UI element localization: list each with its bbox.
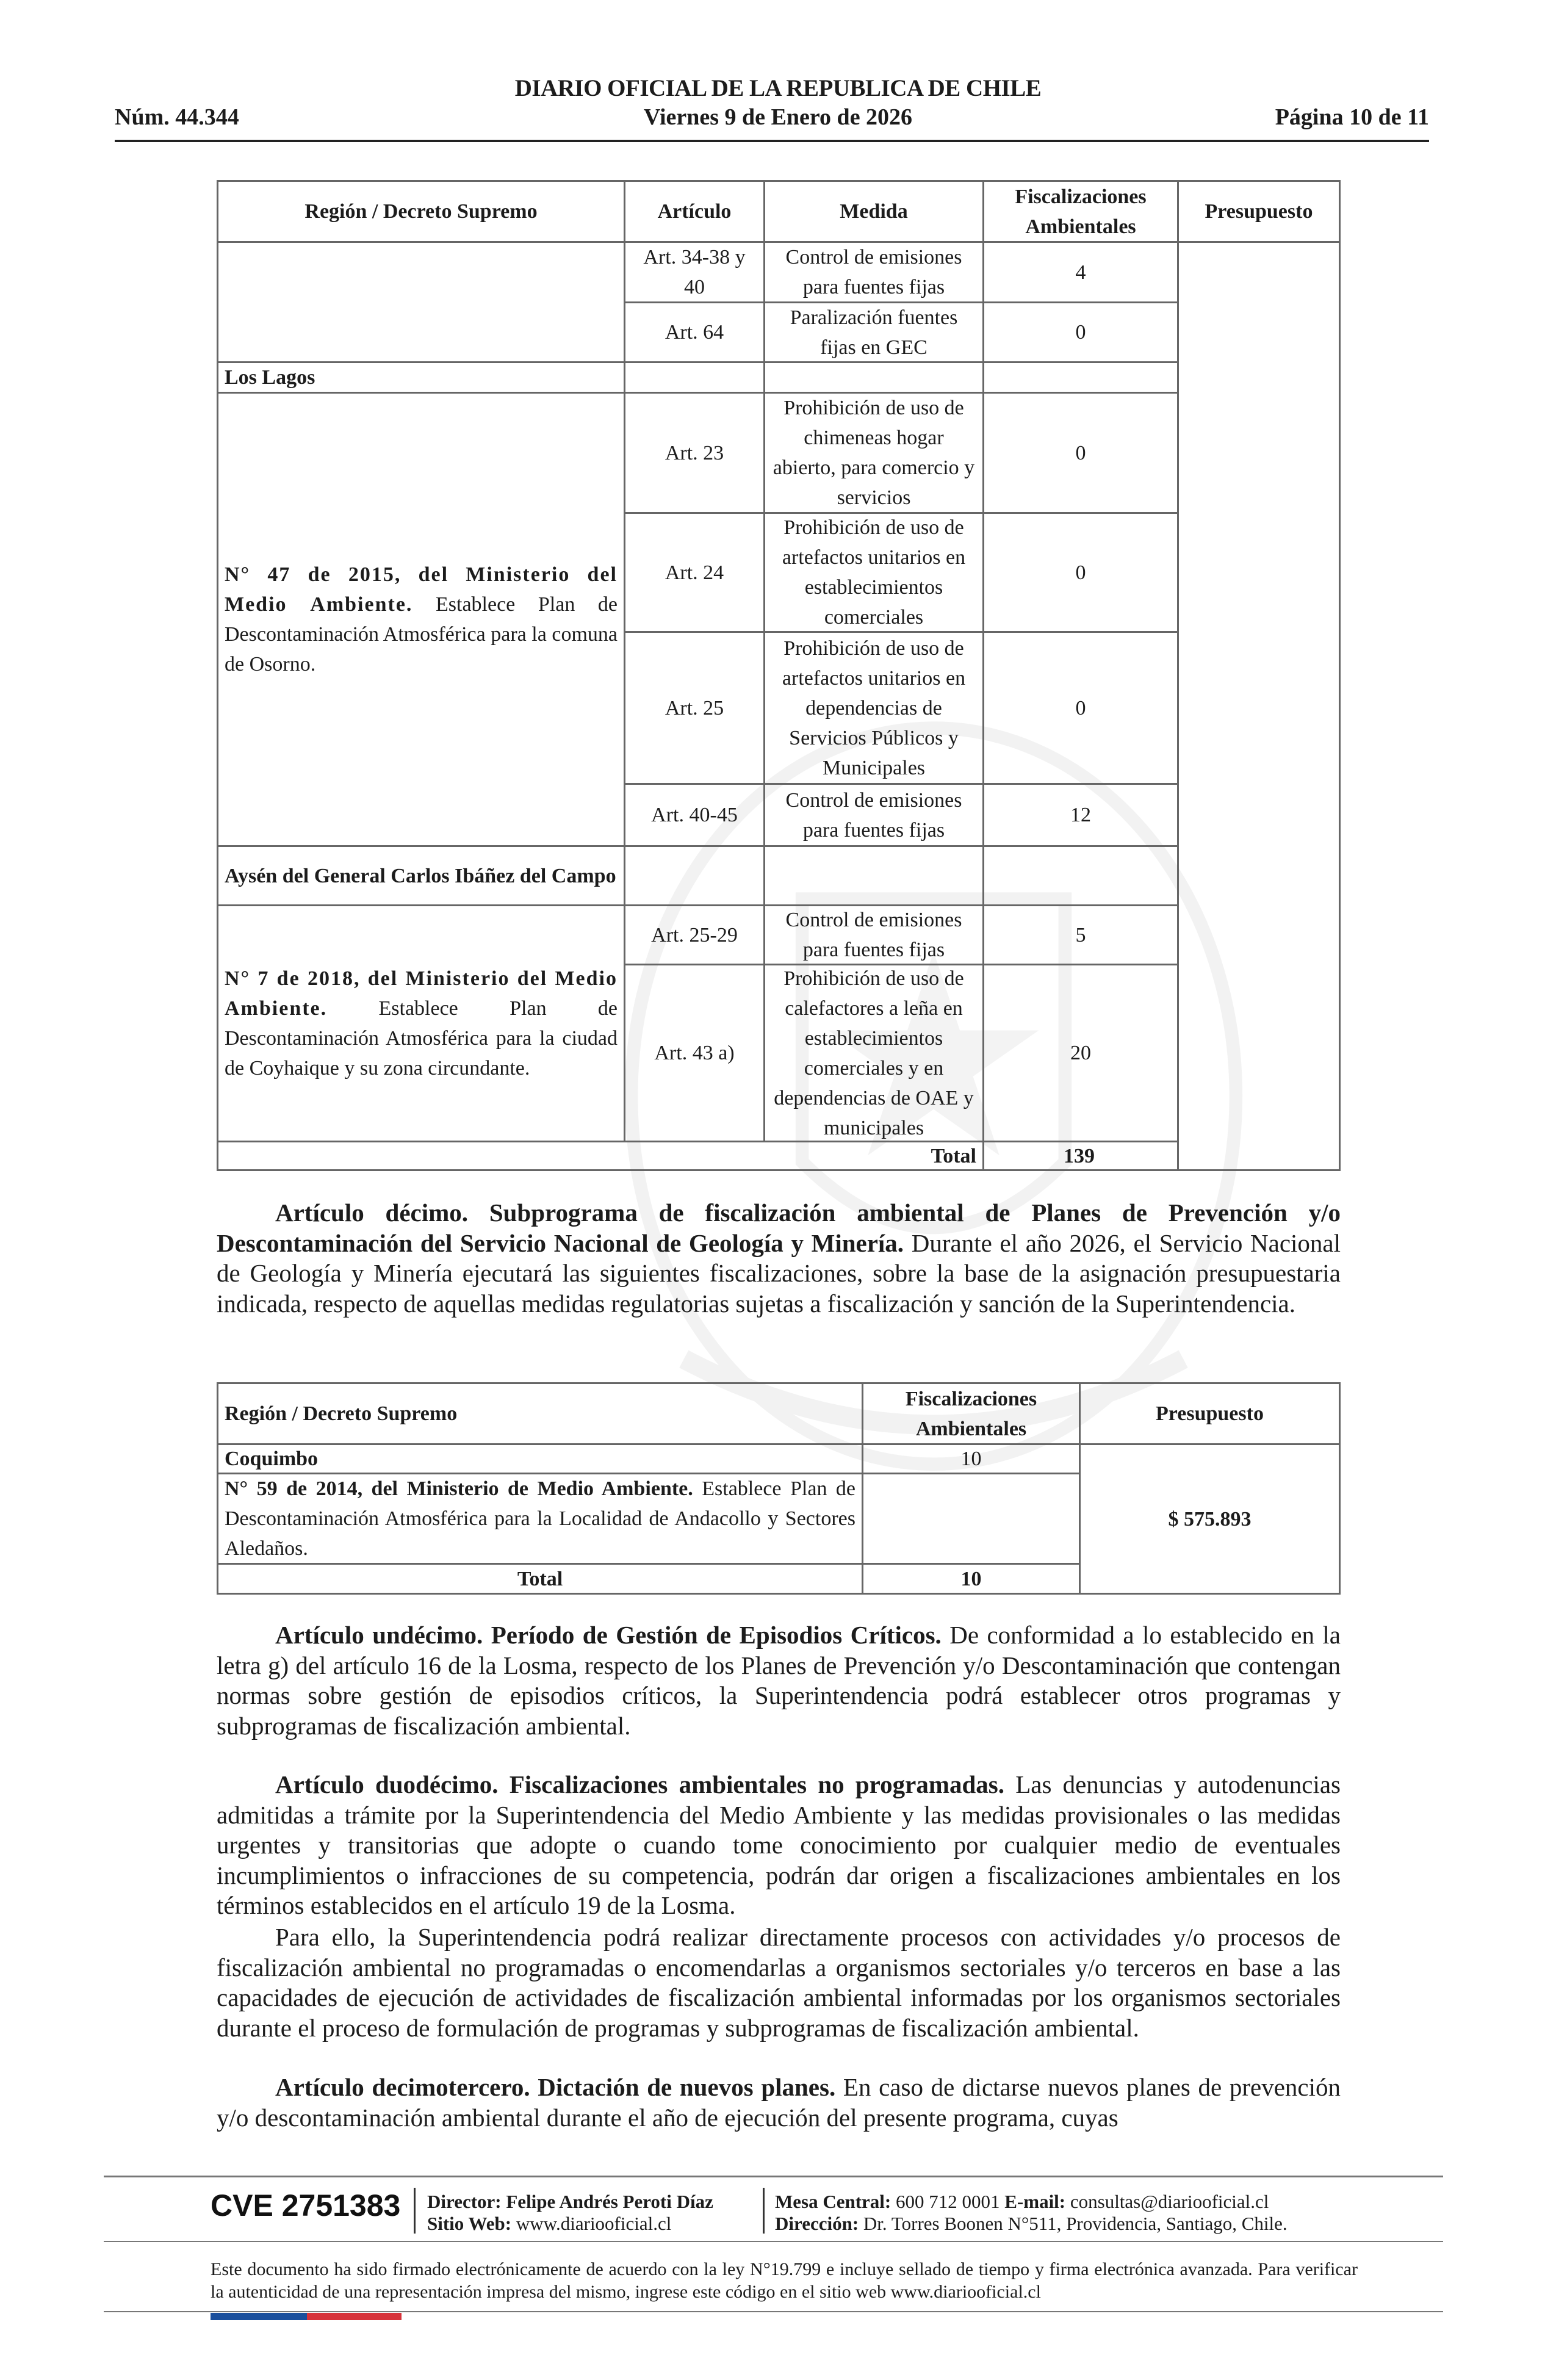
table1-empty-cell — [624, 361, 765, 394]
article-12-title: Artículo duodécimo. Fiscalizaciones ambientales no programadas. — [275, 1770, 1004, 1798]
newspaper-title: DIARIO OFICIAL DE LA REPUBLICA DE CHILE — [514, 75, 1042, 101]
table1-empty-cell — [763, 361, 984, 394]
article-13-body: En caso de dictarse nuevos planes de prevención y/o descontaminación ambiental durante el año de ejecución del presente programa, cuyas — [217, 2073, 1341, 2132]
decree-osorno-desc: Establece Plan de Descontaminación Atmosférica para la comuna de Osorno. — [225, 593, 618, 676]
table1-header-presupuesto: Presupuesto — [1177, 180, 1341, 243]
table1-empty-cell — [982, 361, 1179, 394]
flag-bar-red — [307, 2313, 402, 2320]
table1-row1-medida: Control de emisiones para fuentes fijas — [763, 241, 984, 303]
table1-row7-fisc: 5 — [982, 904, 1179, 965]
web-label: Sitio Web: — [427, 2213, 512, 2234]
mesa-label: Mesa Central: — [775, 2191, 891, 2212]
table1-row1-articulo: Art. 34-38 y 40 — [624, 241, 765, 303]
issue-number: Núm. 44.344 — [115, 104, 239, 130]
footer-mid-rule — [104, 2241, 1443, 2242]
table1-row3-fisc: 0 — [982, 392, 1179, 514]
article-12-body: Las denuncias y autodenuncias admitidas a trámite por la Superintendencia del Medio Ambiente y las medidas provisionales o las medidas urgentes y transitorias que adopte o cuando tome conocimiento por cualquier medio de eventuales incumplimientos o infracciones de su competencia, podrán dar origen a fiscalizaciones ambientales en los términos establecidos en el artículo 19 de la Losma. — [217, 1770, 1341, 1919]
table1-header-region: Región / Decreto Supremo — [217, 180, 625, 243]
table1-row5-medida: Prohibición de uso de artefactos unitarios en dependencias de Servicios Públicos y Municipales — [763, 631, 984, 785]
decree-osorno-title: N° 47 de 2015, del Ministerio del Medio Ambiente. — [225, 563, 618, 616]
table1-row4-medida: Prohibición de uso de artefactos unitarios en establecimientos comerciales — [763, 512, 984, 633]
table2-region-coquimbo: Coquimbo — [217, 1443, 863, 1474]
table1-row6-fisc: 12 — [982, 783, 1179, 847]
footer-separator — [763, 2188, 765, 2234]
footer-contact — [775, 2191, 1288, 2235]
table1-total-value: 139 — [982, 1141, 1179, 1171]
article-12-paragraph — [217, 1770, 1341, 1921]
table1-row7-articulo: Art. 25-29 — [624, 904, 765, 965]
table1-empty-cell — [624, 845, 765, 906]
table2-total-value: 10 — [862, 1563, 1081, 1595]
director-name: Felipe Andrés Peroti Díaz — [506, 2191, 713, 2212]
table1-row6-medida: Control de emisiones para fuentes fijas — [763, 783, 984, 847]
email-link[interactable]: consultas@diariooficial.cl — [1070, 2191, 1269, 2212]
mesa-phone: 600 712 0001 — [896, 2191, 1000, 2212]
address-label: Dirección: — [775, 2213, 859, 2234]
footer-separator — [414, 2188, 416, 2234]
table2-budget: $ 575.893 — [1079, 1443, 1341, 1595]
footer-bottom-rule — [104, 2311, 1443, 2312]
flag-bar-blue — [211, 2313, 307, 2320]
table1-empty-cell — [763, 845, 984, 906]
table1-row5-fisc: 0 — [982, 631, 1179, 785]
table2-header-presupuesto: Presupuesto — [1079, 1382, 1341, 1445]
footer-director — [427, 2191, 713, 2235]
article-10-body: Durante el año 2026, el Servicio Nacional de Geología y Minería ejecutará las siguientes fiscalizaciones, sobre la base de la asignación presupuestaria indicada, respecto de aquellas medidas regulatorias sujetas a fiscalización y sanción de la Superintendencia. — [217, 1228, 1341, 1318]
table1-header-medida: Medida — [763, 180, 984, 243]
table2-decree-andacollo — [217, 1473, 863, 1565]
table1-row8-fisc: 20 — [982, 964, 1179, 1142]
table1-region-aysen: Aysén del General Carlos Ibáñez del Campo — [217, 845, 625, 906]
table1-row5-articulo: Art. 25 — [624, 631, 765, 785]
decree-andacollo-title: N° 59 de 2014, del Ministerio de Medio Ambiente. — [225, 1477, 693, 1500]
table1-header-fiscalizaciones: Fiscalizaciones Ambientales — [982, 180, 1179, 243]
article-13-title: Artículo decimotercero. Dictación de nuevos planes. — [275, 2073, 836, 2101]
table1-row8-articulo: Art. 43 a) — [624, 964, 765, 1142]
director-label: Director: — [427, 2191, 502, 2212]
address: Dr. Torres Boonen N°511, Providencia, Santiago, Chile. — [863, 2213, 1288, 2234]
table1-decree-coyhaique — [217, 904, 625, 1142]
decree-coyhaique-title: N° 7 de 2018, del Ministerio del Medio Ambiente. — [225, 967, 618, 1020]
article-11-body: De conformidad a lo establecido en la letra g) del artículo 16 de la Losma, respecto de los Planes de Prevención y/o Descontaminación que contengan normas sobre gestión de episodios críticos, la Superintendencia podrá establecer otros programas y subprogramas de fiscalización ambiental. — [217, 1621, 1341, 1740]
table1-row2-fisc: 0 — [982, 301, 1179, 363]
article-12-body-2: Para ello, la Superintendencia podrá realizar directamente procesos con actividades y/o procesos de fiscalización ambiental no programadas o encomendarlas a organismos sectoriales y/o terceros en base a las capacidades de ejecución de actividades de fiscalización ambiental informadas por los organismos sectoriales durante el proceso de formulación de programas y subprogramas de fiscalización ambiental. — [217, 1923, 1341, 2042]
page-number: Página 10 de 11 — [1275, 104, 1429, 130]
article-10-paragraph — [217, 1198, 1341, 1319]
header-rule — [115, 140, 1429, 142]
table1-row3-medida: Prohibición de uso de chimeneas hogar abierto, para comercio y servicios — [763, 392, 984, 514]
table1-region-blank — [217, 241, 625, 363]
table1-row3-articulo: Art. 23 — [624, 392, 765, 514]
issue-date: Viernes 9 de Enero de 2026 — [643, 104, 913, 130]
table1-presupuesto-cell — [1177, 241, 1341, 1171]
table1-row2-articulo: Art. 64 — [624, 301, 765, 363]
web-link[interactable]: www.diariooficial.cl — [516, 2213, 672, 2234]
table2-region-value: 10 — [862, 1443, 1081, 1474]
table1-row4-fisc: 0 — [982, 512, 1179, 633]
table1-row8-medida: Prohibición de uso de calefactores a leña en establecimientos comerciales y en dependencias de OAE y municipales — [763, 964, 984, 1142]
article-10-title: Artículo décimo. Subprograma de fiscalización ambiental de Planes de Prevención y/o Descontaminación del Servicio Nacional de Geología y Minería. — [217, 1199, 1341, 1257]
cve-code: CVE 2751383 — [211, 2188, 401, 2223]
table1-row7-medida: Control de emisiones para fuentes fijas — [763, 904, 984, 965]
article-12-paragraph-2 — [217, 1922, 1341, 2043]
table1-region-los-lagos: Los Lagos — [217, 361, 625, 394]
decree-coyhaique-desc: Establece Plan de Descontaminación Atmosférica para la ciudad de Coyhaique y su zona circundante. — [225, 997, 618, 1080]
article-11-paragraph — [217, 1620, 1341, 1741]
table2-total-label: Total — [217, 1563, 863, 1595]
table1-row4-articulo: Art. 24 — [624, 512, 765, 633]
table1-row2-medida: Paralización fuentes fijas en GEC — [763, 301, 984, 363]
table2-empty-cell — [862, 1473, 1081, 1565]
table1-empty-cell — [982, 845, 1179, 906]
decree-andacollo-desc: Establece Plan de Descontaminación Atmosférica para la Localidad de Andacollo y Sectores Aledaños. — [225, 1477, 856, 1560]
footer-top-rule — [104, 2176, 1443, 2177]
email-label: E-mail: — [1004, 2191, 1066, 2212]
table1-row1-fisc: 4 — [982, 241, 1179, 303]
table1-row6-articulo: Art. 40-45 — [624, 783, 765, 847]
table1-total-label: Total — [217, 1141, 984, 1171]
table1-decree-osorno — [217, 392, 625, 847]
table1-header-articulo: Artículo — [624, 180, 765, 243]
table2-header-region: Región / Decreto Supremo — [217, 1382, 863, 1445]
footer-legal-note: Este documento ha sido firmado electrónicamente de acuerdo con la ley N°19.799 e incluye sellado de tiempo y firma electrónica avanzada. Para verificar la autenticidad de una representación impresa del mismo, ingrese este código en el sitio web www.diariooficial.cl — [211, 2259, 1358, 2302]
article-13-paragraph — [217, 2072, 1341, 2133]
article-11-title: Artículo undécimo. Período de Gestión de Episodios Críticos. — [275, 1621, 942, 1649]
table2-header-fiscalizaciones: Fiscalizaciones Ambientales — [862, 1382, 1081, 1445]
